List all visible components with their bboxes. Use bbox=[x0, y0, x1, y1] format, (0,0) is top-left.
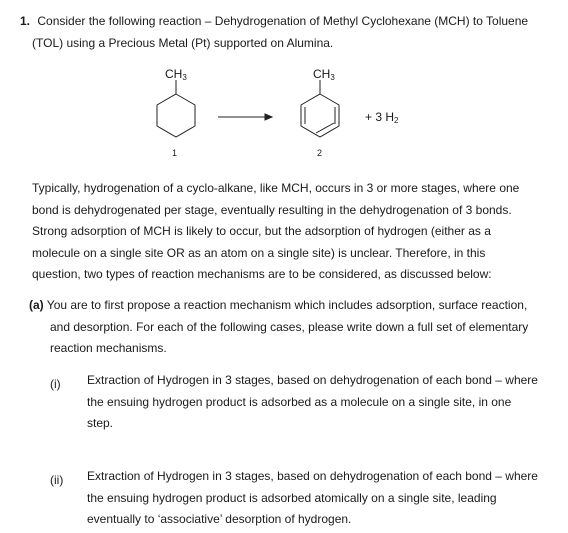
case-ii-line: eventually to ‘associative’ desorption of hydrogen. bbox=[87, 512, 352, 526]
part-a-text-line-3: reaction mechanisms. bbox=[50, 341, 167, 355]
case-i-line: the ensuing hydrogen product is adsorbed as a molecule on a single site, in one bbox=[87, 394, 512, 409]
paragraph-line: Strong adsorption of MCH is likely to occur, but the adsorption of hydrogen (either as a bbox=[32, 224, 491, 238]
case-ii-line: Extraction of Hydrogen in 3 stages, based on dehydrogenation of each bond – where bbox=[87, 469, 538, 483]
product-label: 2 bbox=[317, 148, 323, 158]
part-a-label: (a) bbox=[29, 298, 44, 312]
reactant-methyl-group: $CH_3$ bbox=[165, 67, 187, 82]
question-line-1 bbox=[20, 12, 528, 30]
case-i-text bbox=[87, 370, 557, 435]
case-ii-text bbox=[87, 466, 557, 531]
case-ii-number: (ii) bbox=[50, 473, 64, 487]
reactant-label: 1 bbox=[172, 148, 178, 158]
case-ii-line: the ensuing hydrogen product is adsorbed atomically on a single site, leading bbox=[87, 490, 497, 505]
question-number: 1. bbox=[20, 14, 31, 28]
toluene-structure bbox=[301, 80, 339, 137]
methylcyclohexane-structure bbox=[157, 80, 195, 137]
hydrogen-byproduct: + 3 $H_2$ bbox=[365, 110, 399, 125]
question-text-line-2: (TOL) using a Precious Metal (Pt) supported on Alumina. bbox=[32, 36, 334, 50]
part-a-text-line-1: You are to first propose a reaction mechanism which includes adsorption, surface reaction, bbox=[46, 298, 528, 312]
reaction-scheme-diagram bbox=[130, 78, 360, 148]
paragraph-line: bond is dehydrogenated per stage, eventually resulting in the dehydrogenation of 3 bonds. bbox=[32, 202, 512, 217]
question-text-line-1: Consider the following reaction – Dehydrogenation of Methyl Cyclohexane (MCH) to Toluene bbox=[37, 14, 529, 28]
reaction-arrow bbox=[218, 114, 272, 120]
part-a-line-1 bbox=[29, 295, 559, 317]
case-i-number: (i) bbox=[50, 377, 61, 391]
product-methyl-group: $CH_3$ bbox=[313, 67, 335, 82]
case-i-line: Extraction of Hydrogen in 3 stages, based on dehydrogenation of each bond – where bbox=[87, 373, 538, 387]
case-i-line: step. bbox=[87, 416, 114, 430]
part-a bbox=[29, 295, 559, 360]
paragraph-line: question, two types of reaction mechanisms are to be considered, as discussed below: bbox=[32, 267, 492, 281]
paragraph-line: molecule on a single site OR as an atom on a single site) is unclear. Therefore, in this bbox=[32, 245, 486, 260]
part-a-text-line-2: and desorption. For each of the following cases, please write down a full set of elementary bbox=[50, 319, 529, 334]
paragraph-line: Typically, hydrogenation of a cyclo-alkane, like MCH, occurs in 3 or more stages, where one bbox=[32, 181, 520, 195]
explanatory-paragraph bbox=[32, 178, 552, 286]
